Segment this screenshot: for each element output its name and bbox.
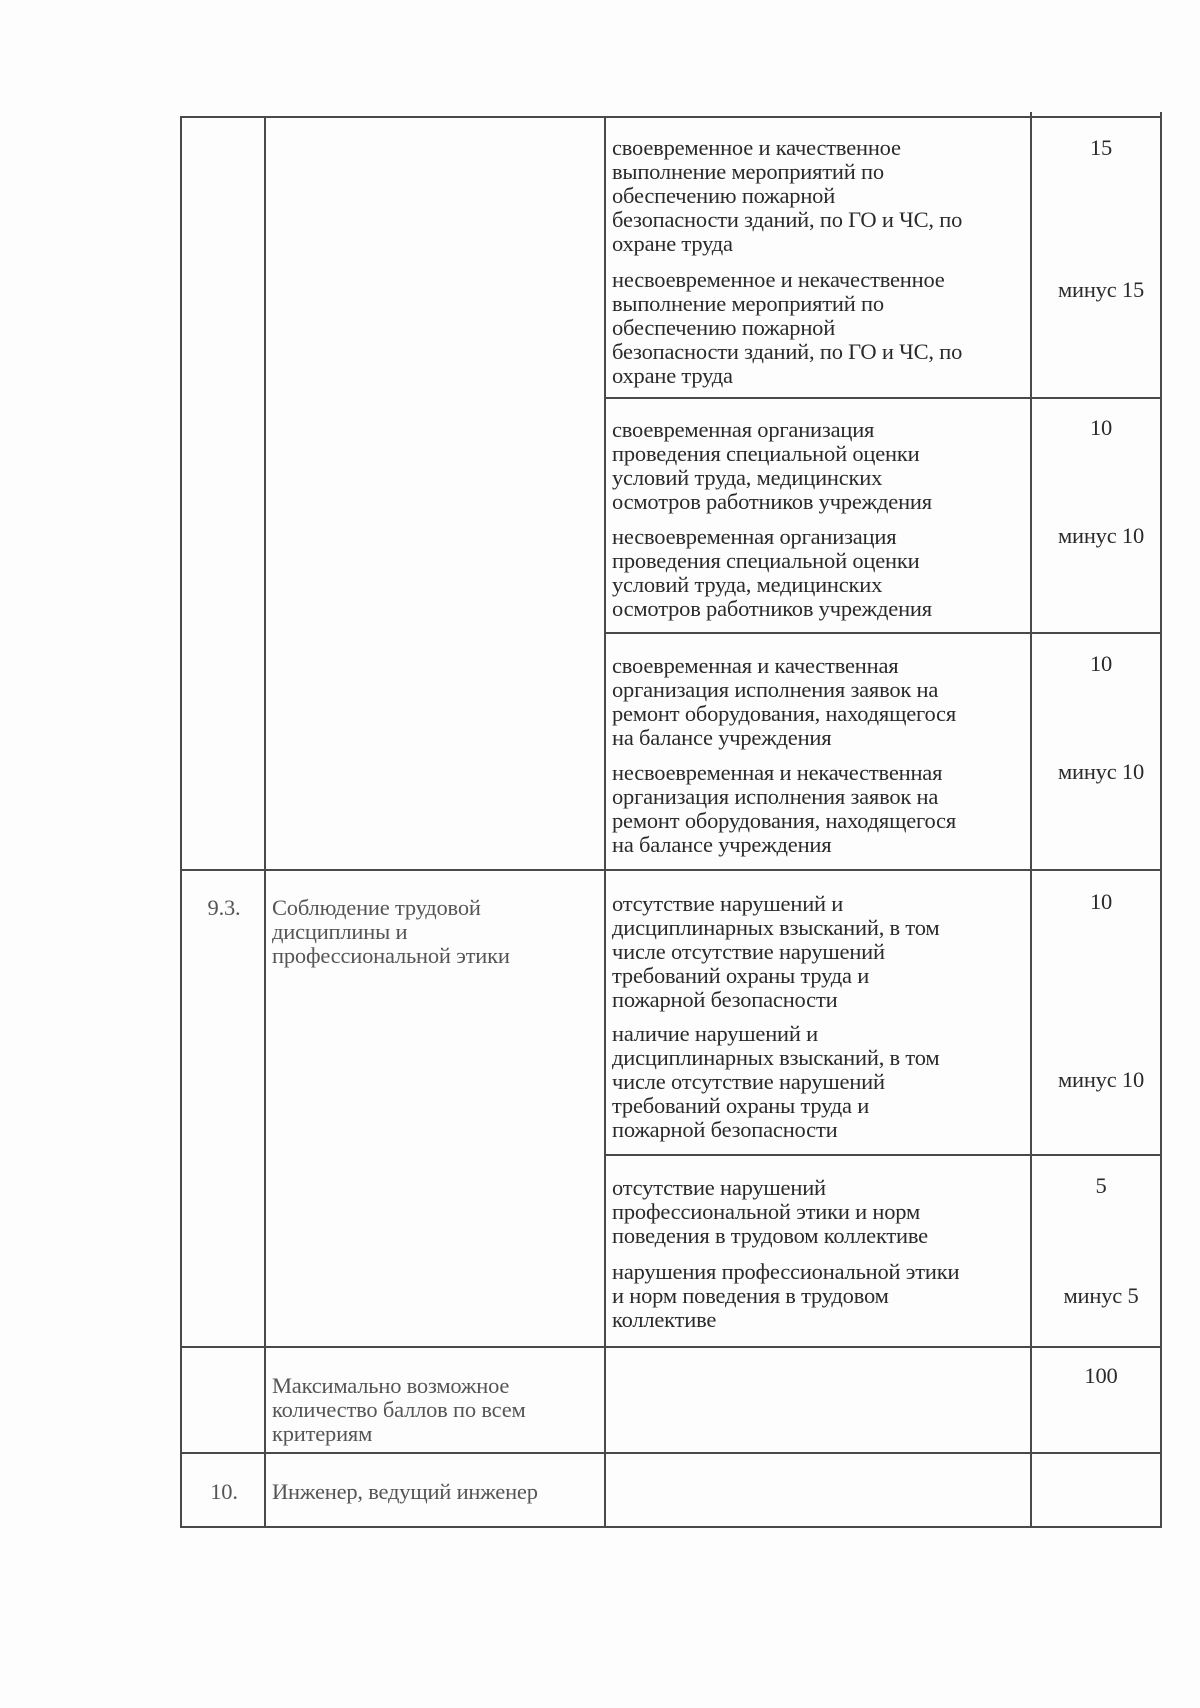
score-value: минус 5 xyxy=(1063,1283,1139,1308)
criterion-text: наличие нарушений и дисциплинарных взысканий, в том числе отсутствие нарушений требований охраны труда и пожарной безопасности xyxy=(612,1021,940,1142)
score-value: 10 xyxy=(1089,415,1113,440)
group-divider xyxy=(604,1154,1162,1156)
row-number: 9.3. xyxy=(207,895,241,920)
table-border-left xyxy=(180,118,182,1528)
score-value: 15 xyxy=(1089,135,1113,160)
criterion-text: своевременная организация проведения специальной оценки условий труда, медицинских осмотров работников учреждения xyxy=(612,417,932,514)
group-divider xyxy=(604,632,1162,634)
criterion-text: отсутствие нарушений профессиональной этики и норм поведения в трудовом коллективе xyxy=(612,1175,928,1248)
row-divider xyxy=(180,1346,1162,1348)
criterion-text: несвоевременное и некачественное выполнение мероприятий по обеспечению пожарной безопасности зданий, по ГО и ЧС, по охране труда xyxy=(612,267,963,388)
criterion-text: нарушения профессиональной этики и норм поведения в трудовом коллективе xyxy=(612,1259,960,1332)
criterion-text: несвоевременная и некачественная организация исполнения заявок на ремонт оборудования, находящегося на балансе учреждения xyxy=(612,760,956,857)
indicator-name: Инженер, ведущий инженер xyxy=(272,1479,538,1504)
table-border-right xyxy=(1160,112,1162,1528)
row-divider xyxy=(180,869,1162,871)
score-value: минус 10 xyxy=(1057,759,1145,784)
max-score-value: 100 xyxy=(1084,1363,1118,1388)
row-number: 10. xyxy=(210,1479,238,1504)
indicator-name: Соблюдение трудовой дисциплины и профессиональной этики xyxy=(272,895,510,968)
criterion-text: своевременное и качественное выполнение мероприятий по обеспечению пожарной безопасности зданий, по ГО и ЧС, по охране труда xyxy=(612,135,963,256)
score-value: 10 xyxy=(1089,889,1113,914)
score-value: минус 10 xyxy=(1057,523,1145,548)
score-value: минус 15 xyxy=(1057,277,1145,302)
score-value: минус 10 xyxy=(1057,1067,1145,1092)
table-border-top xyxy=(180,116,1162,118)
score-value: 5 xyxy=(1095,1173,1107,1198)
table-border-bottom xyxy=(180,1526,1162,1528)
group-divider xyxy=(604,397,1162,399)
criterion-text: отсутствие нарушений и дисциплинарных взысканий, в том числе отсутствие нарушений требований охраны труда и пожарной безопасности xyxy=(612,891,940,1012)
criterion-text: своевременная и качественная организация исполнения заявок на ремонт оборудования, находящегося на балансе учреждения xyxy=(612,653,956,750)
score-value: 10 xyxy=(1089,651,1113,676)
max-score-label: Максимально возможное количество баллов по всем критериям xyxy=(272,1373,526,1446)
row-divider xyxy=(180,1452,1162,1454)
column-divider-1 xyxy=(264,118,266,1528)
column-divider-2 xyxy=(604,118,606,1528)
criterion-text: несвоевременная организация проведения специальной оценки условий труда, медицинских осмотров работников учреждения xyxy=(612,524,932,621)
